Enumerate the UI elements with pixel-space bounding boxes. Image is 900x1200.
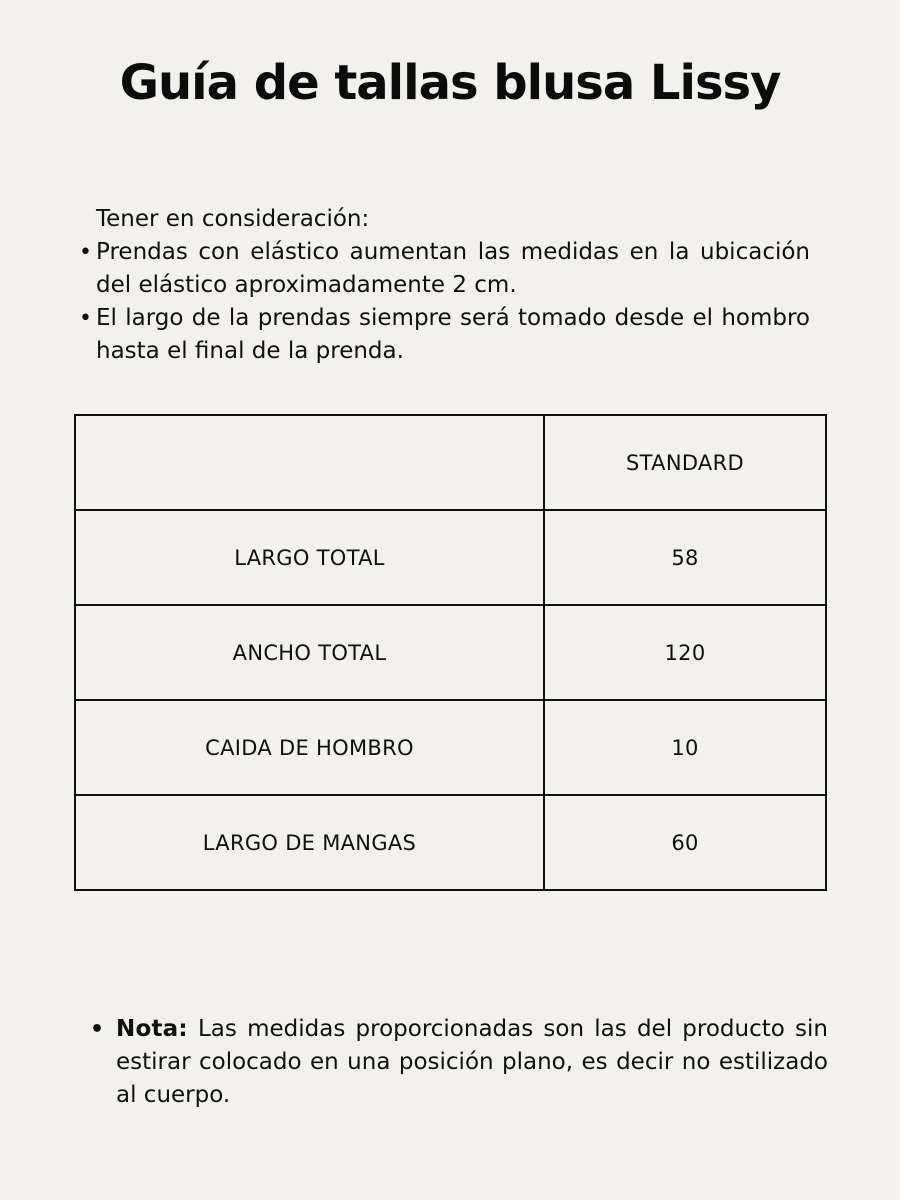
note-item bbox=[90, 1013, 828, 1112]
page-title: Guía de tallas blusa Lissy bbox=[119, 55, 781, 111]
table-header-row bbox=[75, 415, 826, 510]
note-text: Las medidas proporcionadas son las del producto sin estirar colocado en una posición plano, es decir no estilizado al cuerpo. bbox=[116, 1016, 829, 1108]
consideration-item bbox=[81, 236, 810, 302]
measurement-label: CAIDA DE HOMBRO bbox=[75, 700, 544, 795]
table-row bbox=[75, 795, 826, 890]
table-row bbox=[75, 510, 826, 605]
measurement-label: ANCHO TOTAL bbox=[75, 605, 544, 700]
bullet-icon: • bbox=[79, 240, 92, 265]
measurement-value: 120 bbox=[544, 605, 826, 700]
measurement-label: LARGO DE MANGAS bbox=[75, 795, 544, 890]
consideration-text: El largo de la prendas siempre será tomado desde el hombro hasta el final de la prenda. bbox=[96, 305, 810, 364]
considerations-heading: Tener en consideración: bbox=[96, 206, 370, 232]
measurement-value: 58 bbox=[544, 510, 826, 605]
empty-header-cell bbox=[75, 415, 544, 510]
table-row bbox=[75, 700, 826, 795]
size-column-header: STANDARD bbox=[544, 415, 826, 510]
bullet-icon: • bbox=[79, 306, 92, 331]
size-table bbox=[74, 414, 827, 891]
measurement-value: 60 bbox=[544, 795, 826, 890]
note-section bbox=[90, 1013, 828, 1112]
table-row bbox=[75, 605, 826, 700]
consideration-item bbox=[81, 302, 810, 368]
measurement-label: LARGO TOTAL bbox=[75, 510, 544, 605]
considerations-section bbox=[81, 203, 810, 368]
consideration-text: Prendas con elástico aumentan las medidas en la ubicación del elástico aproximadamente 2 cm. bbox=[96, 239, 810, 298]
note-label: Nota: bbox=[116, 1016, 188, 1042]
measurement-value: 10 bbox=[544, 700, 826, 795]
bullet-icon: • bbox=[90, 1017, 105, 1042]
